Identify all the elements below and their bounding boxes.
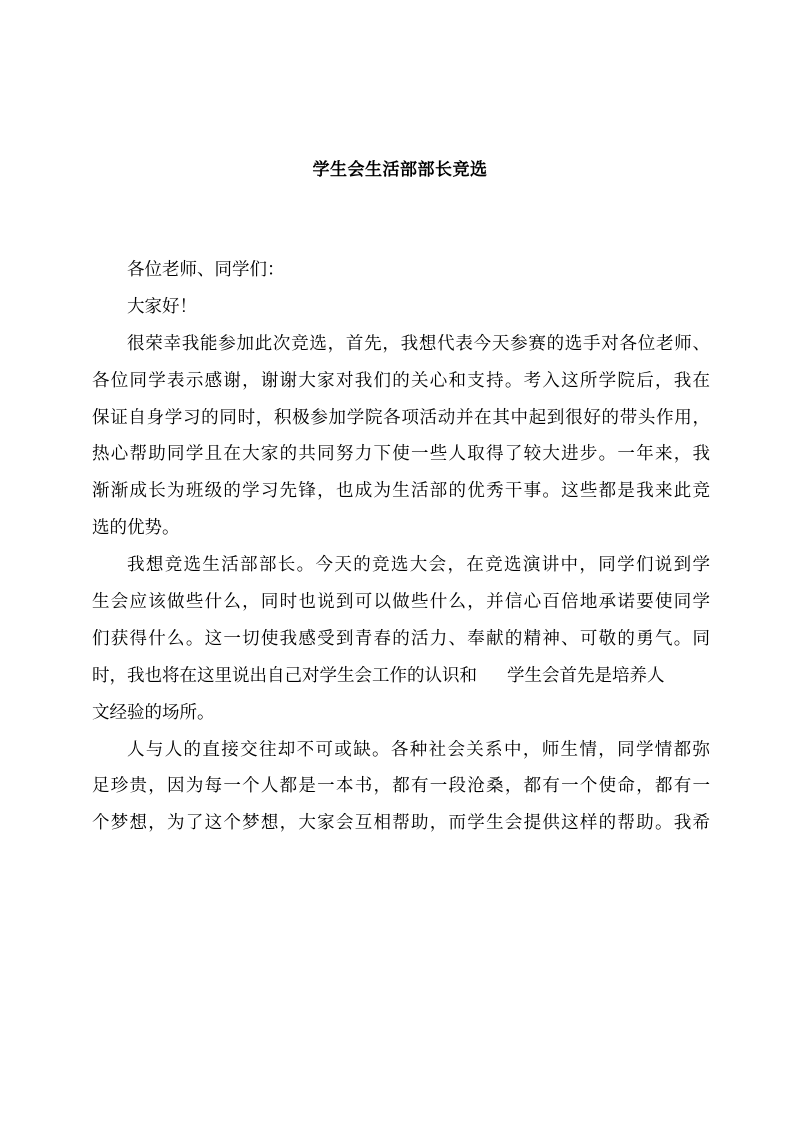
paragraph-3-line-2: 足珍贵，因为每一个人都是一本书，都有一段沧桑，都有一个使命，都有一 bbox=[92, 776, 710, 797]
paragraph-2-line-3: 们获得什么。这一切使我感受到青春的活力、奉献的精神、可敬的勇气。同 bbox=[92, 628, 710, 649]
paragraph-2-line-2: 生会应该做些什么，同时也说到可以做些什么，并信心百倍地承诺要使同学 bbox=[92, 592, 710, 613]
paragraph-3-line-3: 个梦想，为了这个梦想，大家会互相帮助，而学生会提供这样的帮助。我希 bbox=[92, 813, 710, 834]
paragraph-2-line-4 bbox=[92, 658, 710, 695]
paragraph-2-line-1: 我想竞选生活部部长。今天的竞选大会，在竞选演讲中，同学们说到学 bbox=[127, 555, 710, 576]
paragraph-3-line-1: 人与人的直接交往却不可或缺。各种社会关系中，师生情，同学情都弥 bbox=[127, 739, 710, 760]
document-body bbox=[92, 252, 710, 842]
paragraph-1-line-3: 保证自身学习的同时，积极参加学院各项活动并在其中起到很好的带头作用， bbox=[92, 407, 710, 428]
paragraph-1-line-1: 很荣幸我能参加此次竞选，首先，我想代表今天参赛的选手对各位老师、 bbox=[127, 333, 710, 354]
paragraph-2-line-4-part-b: 学生会首先是培养人 bbox=[507, 665, 665, 686]
paragraph-1-line-5: 渐渐成长为班级的学习先锋，也成为生活部的优秀干事。这些都是我来此竞 bbox=[92, 481, 710, 502]
paragraph-1-line-2: 各位同学表示感谢，谢谢大家对我们的关心和支持。考入这所学院后，我在 bbox=[92, 370, 710, 391]
paragraph-1-line-4: 热心帮助同学且在大家的共同努力下使一些人取得了较大进步。一年来，我 bbox=[92, 444, 710, 465]
salutation-line: 各位老师、同学们： bbox=[127, 260, 285, 280]
document-title: 学生会生活部部长竞选 bbox=[312, 160, 488, 180]
paragraph-2-line-4-part-a: 时，我也将在这里说出自己对学生会工作的认识和 bbox=[92, 665, 477, 686]
greeting-line: 大家好！ bbox=[127, 296, 197, 317]
paragraph-1-line-6: 选的优势。 bbox=[92, 518, 180, 539]
paragraph-2-line-5: 文经验的场所。 bbox=[92, 702, 215, 723]
